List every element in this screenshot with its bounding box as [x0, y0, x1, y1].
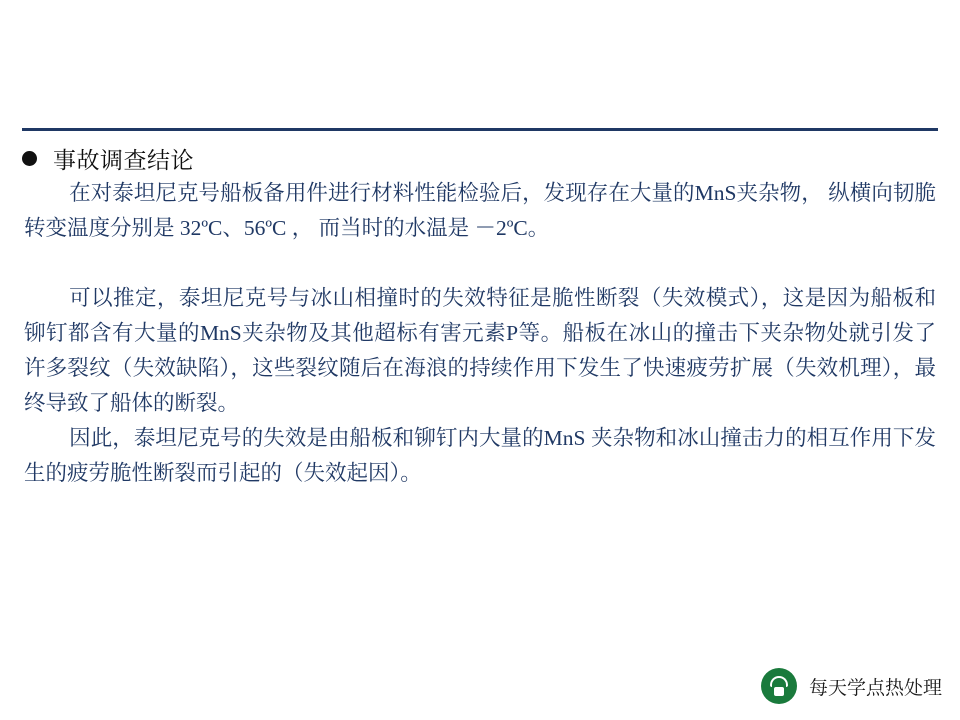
footer-brand: [761, 668, 942, 704]
footer-brand-label: 每天学点热处理: [808, 677, 942, 699]
section-heading: [22, 142, 194, 175]
bullet-dot-icon: [22, 151, 37, 166]
body-paragraph-3: 因此，泰坦尼克号的失效是由船板和铆钉内大量的MnS 夹杂物和冰山撞击力的相互作用下发生的疲劳脆性断裂而引起的（失效起因）。: [24, 426, 936, 485]
slide-body: [24, 176, 936, 491]
header-divider: [22, 128, 938, 131]
wechat-account-logo-icon: [761, 668, 797, 704]
section-heading-label: 事故调查结论: [53, 147, 194, 173]
body-paragraph-2: 可以推定，泰坦尼克号与冰山相撞时的失效特征是脆性断裂（失效模式），这是因为船板和铆钉都含有大量的MnS夹杂物及其他超标有害元素P等。船板在冰山的撞击下夹杂物处就引发了许多裂纹（失效缺陷），这些裂纹随后在海浪的持续作用下发生了快速疲劳扩展（失效机理），最终导致了船体的断裂。: [24, 286, 936, 415]
body-paragraph-1: 在对泰坦尼克号船板备用件进行材料性能检验后，发现存在大量的MnS夹杂物， 纵横向韧脆转变温度分别是 32ºC、56ºC ， 而当时的水温是 －2ºC。: [24, 181, 936, 240]
